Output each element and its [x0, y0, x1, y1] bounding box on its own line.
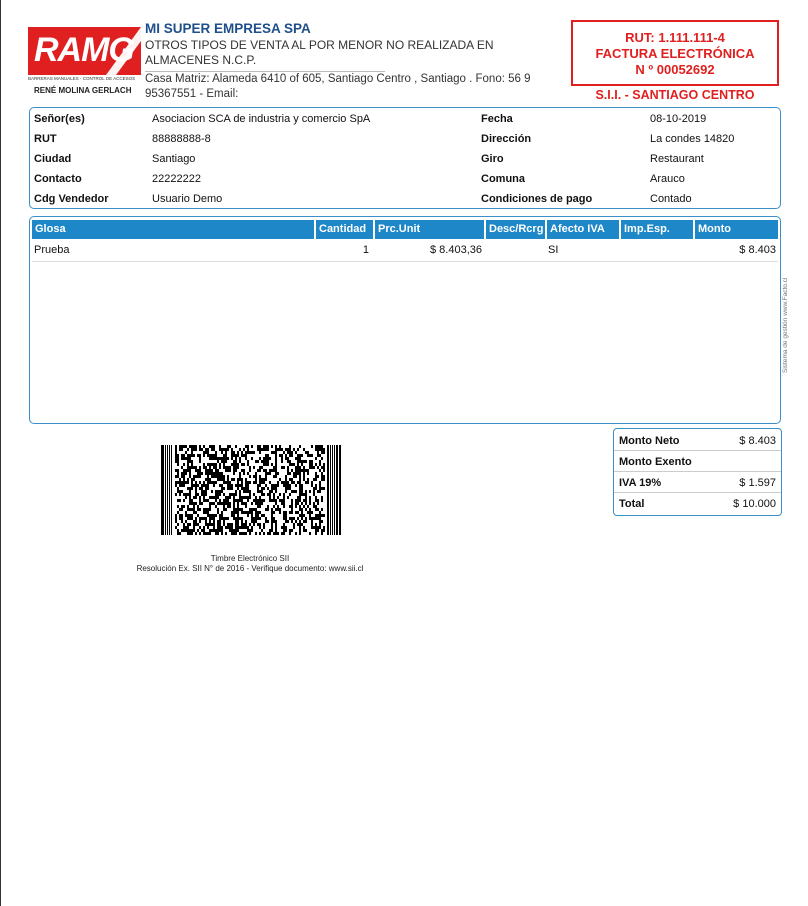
client-rut-label: RUT	[34, 133, 57, 145]
client-direccion: La condes 14820	[650, 133, 735, 145]
document-rut: RUT: 1.111.111-4	[625, 30, 725, 45]
timbre-barcode	[161, 445, 341, 535]
client-vendedor: Usuario Demo	[152, 193, 223, 205]
client-giro: Restaurant	[650, 153, 704, 165]
row-afecto: SI	[548, 244, 559, 256]
side-note-text: Sistema de gestión www.Facto.cl	[782, 277, 789, 373]
col-afecto-iva: Afecto IVA	[547, 220, 619, 239]
client-senores-label: Señor(es)	[34, 113, 85, 125]
total-row-total	[614, 493, 781, 513]
timbre-line2: Resolución Ex. SII N° de 2016 - Verifique documento: www.sii.cl	[136, 564, 364, 573]
table-row	[32, 241, 778, 262]
total-total-label: Total	[619, 498, 645, 510]
totals-box	[613, 428, 782, 516]
client-ciudad: Santiago	[152, 153, 196, 165]
client-comuna-label: Comuna	[481, 173, 525, 185]
logo-owner: RENÉ MOLINA GERLACH	[34, 86, 132, 95]
barcode-icon	[161, 445, 341, 535]
client-giro-label: Giro	[481, 153, 504, 165]
col-imp-esp: Imp.Esp.	[621, 220, 693, 239]
client-contacto: 22222222	[152, 173, 201, 185]
page-edge	[0, 0, 1, 906]
company-name: MI SUPER EMPRESA SPA	[145, 21, 311, 36]
document-id-box	[571, 20, 779, 86]
total-row-neto	[614, 430, 781, 451]
client-condiciones: Contado	[650, 193, 692, 205]
company-activity: OTROS TIPOS DE VENTA AL POR MENOR NO REALIZADA EN ALMACENES N.C.P.	[145, 38, 494, 67]
client-condiciones-label: Condiciones de pago	[481, 193, 593, 205]
total-neto-label: Monto Neto	[619, 435, 680, 447]
timbre-line1: Timbre Electrónico SII	[210, 554, 290, 563]
client-fecha: 08-10-2019	[650, 113, 707, 125]
logo-text: RAMG	[34, 31, 134, 69]
col-desc-rcrg: Desc/Rcrg	[486, 220, 545, 239]
document-type: FACTURA ELECTRÓNICA	[595, 46, 755, 61]
total-total-value: $ 10.000	[733, 498, 776, 510]
total-iva-value: $ 1.597	[739, 477, 776, 489]
items-table	[29, 216, 781, 424]
col-monto: Monto	[695, 220, 778, 239]
row-prc-unit: $ 8.403,36	[430, 244, 482, 256]
items-header	[32, 220, 778, 239]
total-iva-label: IVA 19%	[619, 477, 662, 489]
client-vendedor-label: Cdg Vendedor	[34, 193, 109, 205]
client-rut: 88888888-8	[152, 133, 211, 145]
logo-box	[28, 27, 141, 75]
row-monto: $ 8.403	[739, 244, 776, 256]
client-comuna: Arauco	[650, 173, 685, 185]
sii-office: S.I.I. - SANTIAGO CENTRO	[595, 88, 755, 102]
client-contacto-label: Contacto	[34, 173, 82, 185]
company-address: Casa Matriz: Alameda 6410 of 605, Santiago Centro , Santiago . Fono: 56 9 95367551 - Email:	[145, 73, 531, 100]
col-cantidad: Cantidad	[316, 220, 373, 239]
col-glosa: Glosa	[32, 220, 314, 239]
client-fecha-label: Fecha	[481, 113, 513, 125]
client-info-box	[29, 107, 781, 209]
client-ciudad-label: Ciudad	[34, 153, 72, 165]
total-neto-value: $ 8.403	[739, 435, 776, 447]
side-note	[780, 268, 790, 378]
total-row-exento	[614, 451, 781, 472]
col-prc-unit: Prc.Unit	[375, 220, 484, 239]
timbre-text	[100, 554, 400, 574]
client-direccion-label: Dirección	[481, 133, 532, 145]
logo-tagline: BARRERAS MANUALES - CONTROL DE ACCESOS	[28, 76, 136, 81]
row-cantidad: 1	[362, 244, 369, 256]
document-number: N º 00052692	[635, 62, 715, 77]
row-glosa: Prueba	[34, 244, 70, 256]
company-logo	[28, 27, 141, 95]
client-senores: Asociacion SCA de industria y comercio SpA	[152, 113, 371, 125]
total-row-iva	[614, 472, 781, 493]
total-exento-label: Monto Exento	[619, 456, 692, 468]
